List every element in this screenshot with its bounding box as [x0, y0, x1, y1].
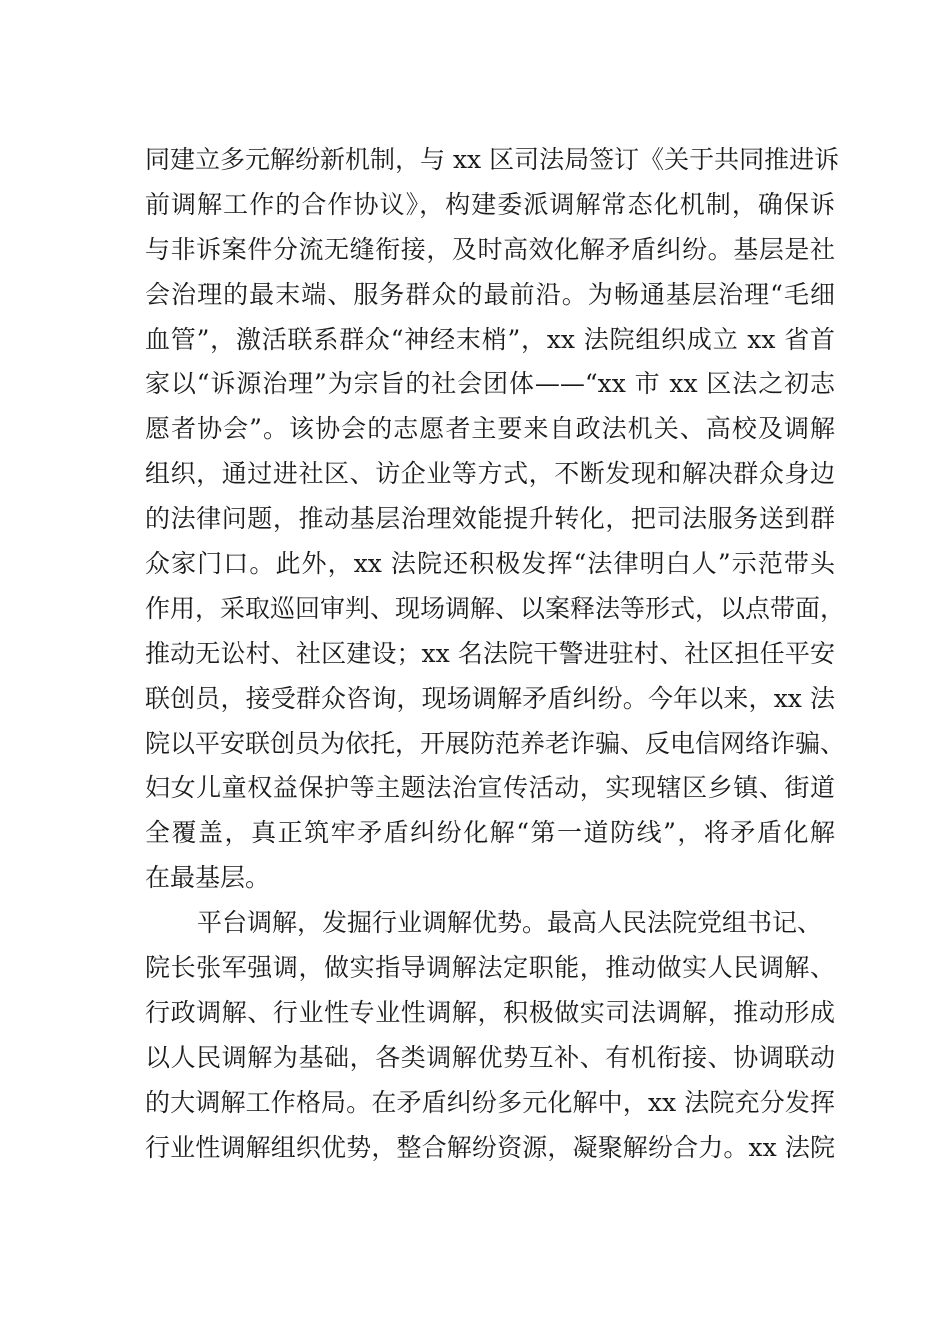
text-line: 平台调解，发掘行业调解优势。最高人民法院党组书记、: [197, 908, 823, 938]
text-line: 会治理的最末端、服务群众的最前沿。为畅通基层治理“毛细: [145, 279, 835, 309]
text-line: 前调解工作的合作协议》，构建委派调解常态化机制，确保诉: [145, 189, 835, 219]
text-line: 组织，通过进社区、访企业等方式，不断发现和解决群众身边: [145, 459, 835, 489]
text-line: 院以平安联创员为依托，开展防范养老诈骗、反电信网络诈骗、: [145, 728, 846, 758]
text-line: 联创员，接受群众咨询，现场调解矛盾纠纷。今年以来，xx 法: [145, 683, 835, 713]
text-line: 推动无讼村、社区建设；xx 名法院干警进驻村、社区担任平安: [145, 638, 835, 668]
text-line: 以人民调解为基础，各类调解优势互补、有机衔接、协调联动: [145, 1042, 835, 1072]
text-line: 妇女儿童权益保护等主题法治宣传活动，实现辖区乡镇、街道: [145, 773, 835, 803]
text-line: 与非诉案件分流无缝衔接，及时高效化解矛盾纠纷。基层是社: [145, 234, 835, 264]
text-line: 愿者协会”。该协会的志愿者主要来自政法机关、高校及调解: [145, 414, 835, 444]
text-line: 血管”，激活联系群众“神经末梢”，xx 法院组织成立 xx 省首: [145, 324, 835, 354]
text-line: 众家门口。此外，xx 法院还积极发挥“法律明白人”示范带头: [145, 549, 835, 579]
text-line: 院长张军强调，做实指导调解法定职能，推动做实人民调解、: [145, 953, 835, 983]
text-line: 在最基层。: [145, 863, 271, 893]
body-text: [145, 138, 846, 1170]
text-line: 作用，采取巡回审判、现场调解、以案释法等形式，以点带面，: [145, 593, 846, 623]
text-line: 同建立多元解纷新机制，与 xx 区司法局签订《关于共同推进诉: [145, 145, 840, 174]
text-line: 行业性调解组织优势，整合解纷资源，凝聚解纷合力。xx 法院: [145, 1132, 835, 1162]
text-line: 的法律问题，推动基层治理效能提升转化，把司法服务送到群: [145, 504, 835, 534]
text-line: 的大调解工作格局。在矛盾纠纷多元化解中，xx 法院充分发挥: [145, 1087, 835, 1117]
text-line: 行政调解、行业性专业性调解，积极做实司法调解，推动形成: [145, 997, 835, 1027]
text-line: 全覆盖，真正筑牢矛盾纠纷化解“第一道防线”，将矛盾化解: [145, 818, 835, 848]
text-line: 家以“诉源治理”为宗旨的社会团体——“xx 市 xx 区法之初志: [145, 369, 835, 399]
